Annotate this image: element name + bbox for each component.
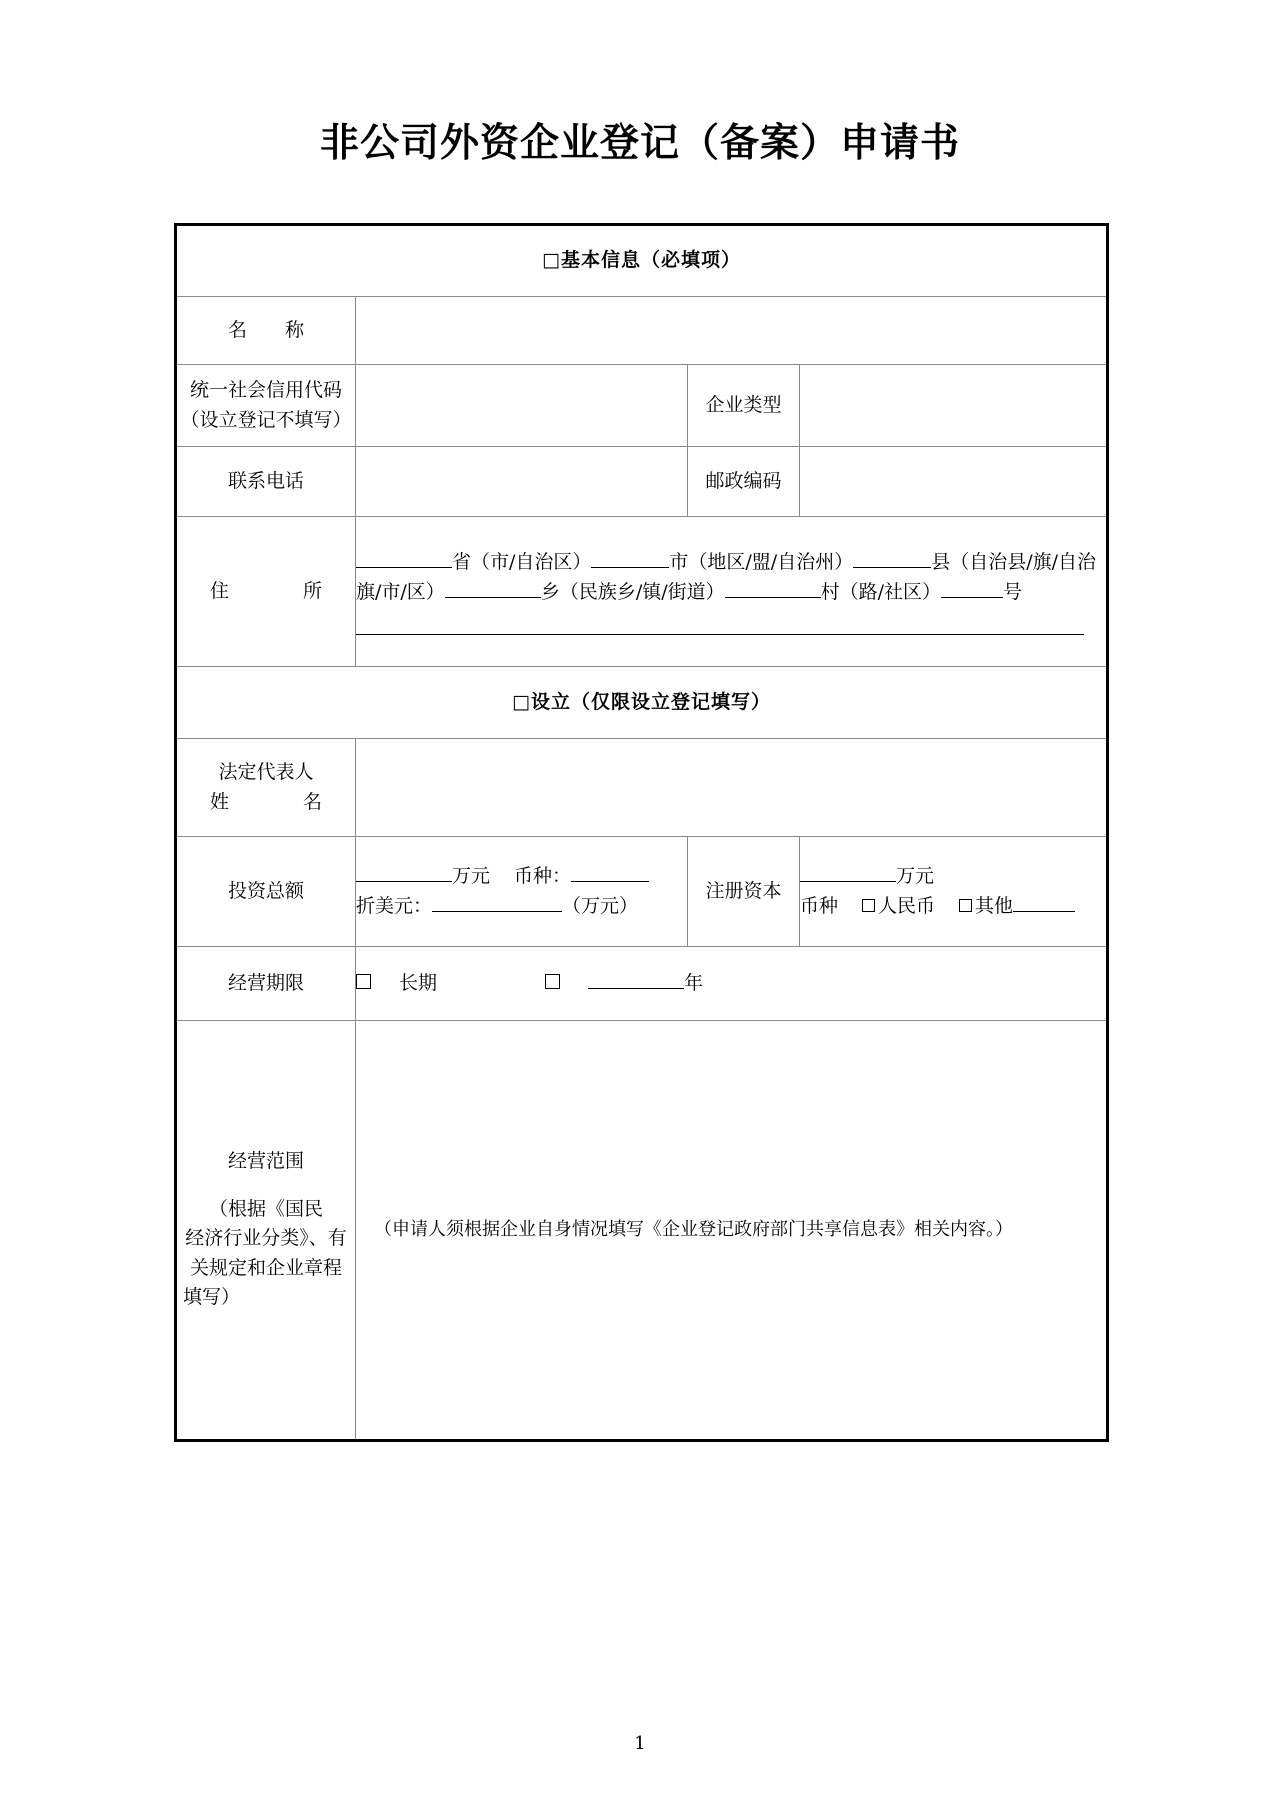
term-long-checkbox[interactable] [356, 974, 371, 989]
term-long-label: 长期 [399, 971, 438, 994]
page-title: 非公司外资企业登记（备案）申请书 [319, 121, 960, 166]
input-name[interactable] [356, 297, 1108, 365]
label-name: 名 称 [176, 297, 356, 365]
section-header-establish [176, 667, 1108, 739]
table-row-business-scope [176, 1021, 1108, 1441]
address-label-village: 村（路/社区） [820, 580, 942, 603]
label-postal-code: 邮政编码 [688, 447, 800, 517]
address-label-province: 省（市/自治区） [452, 551, 592, 574]
investment-usd-label: 折美元： [356, 894, 433, 917]
address-label-town: 乡（民族乡/镇/街道） [540, 580, 725, 603]
label-scope-line4: 关规定和企业章程 [189, 1256, 342, 1279]
label-enterprise-type: 企业类型 [688, 365, 800, 447]
term-option-long[interactable] [356, 969, 437, 998]
address-blank-province[interactable] [356, 567, 452, 568]
capital-option-other: 其他 [975, 894, 1014, 917]
capital-unit: 万元 [896, 865, 935, 888]
label-address [176, 517, 356, 667]
input-postal-code[interactable] [800, 447, 1108, 517]
label-credit-code-line2: （设立登记不填写） [180, 408, 352, 431]
input-enterprise-type[interactable] [800, 365, 1108, 447]
capital-other-blank[interactable] [1013, 911, 1075, 912]
input-total-investment[interactable] [356, 837, 688, 947]
table-row-legal-rep [176, 739, 1108, 837]
label-scope-line5: 填写） [183, 1286, 241, 1309]
input-contact-phone[interactable] [356, 447, 688, 517]
label-address-text: 住 所 [209, 579, 334, 602]
table-row-contact [176, 447, 1108, 517]
investment-usd-line [356, 892, 687, 921]
address-line-2 [356, 578, 1106, 607]
label-total-investment: 投资总额 [176, 837, 356, 947]
address-label-city: 市（地区/盟/自治州） [669, 551, 854, 574]
address-line-1 [356, 548, 1106, 577]
label-legal-rep [176, 739, 356, 837]
investment-usd-blank[interactable] [432, 911, 562, 912]
term-years-checkbox[interactable] [545, 974, 560, 989]
input-operating-term[interactable] [356, 947, 1108, 1021]
capital-option-rmb: 人民币 [878, 894, 936, 917]
table-row-credit-code [176, 365, 1108, 447]
address-blank-village[interactable] [725, 597, 821, 598]
capital-amount-line [800, 862, 1106, 891]
establish-header-label: 设立（仅限设立登记填写） [530, 690, 771, 713]
page-number: 1 [634, 1733, 646, 1754]
investment-amount-blank[interactable] [356, 881, 452, 882]
address-blank-city[interactable] [591, 567, 669, 568]
label-credit-code [176, 365, 356, 447]
label-credit-code-line1: 统一社会信用代码 [189, 379, 342, 402]
capital-currency-label: 币种 [800, 894, 839, 917]
address-blank-town[interactable] [445, 597, 541, 598]
label-legal-rep-line2: 姓 名 [209, 790, 334, 813]
business-scope-note: （申请人须根据企业自身情况填写《企业登记政府部门共享信息表》相关内容。） [374, 1218, 1013, 1240]
capital-rmb-checkbox[interactable] [862, 899, 875, 912]
address-blank-number[interactable] [941, 597, 1003, 598]
term-option-years[interactable] [545, 969, 703, 998]
address-label-county-cont: 旗/市/区） [356, 580, 445, 603]
capital-other-checkbox[interactable] [959, 899, 972, 912]
label-business-scope [176, 1021, 356, 1441]
address-label-county: 县（自治县/旗/自治 [931, 551, 1097, 574]
table-row-operating-term [176, 947, 1108, 1021]
label-legal-rep-line1: 法定代表人 [218, 761, 314, 784]
label-scope-line3: 经济行业分类》、有 [185, 1227, 347, 1250]
label-operating-term: 经营期限 [176, 947, 356, 1021]
investment-usd-unit: （万元） [562, 894, 639, 917]
term-years-blank[interactable] [588, 988, 684, 989]
investment-currency-blank[interactable] [571, 881, 649, 882]
basic-info-header-label: 基本信息（必填项） [560, 249, 741, 272]
input-registered-capital[interactable] [800, 837, 1108, 947]
table-row-name [176, 297, 1108, 365]
form-table-container [174, 223, 1106, 1442]
input-credit-code[interactable] [356, 365, 688, 447]
label-scope-line1: 经营范围 [227, 1150, 304, 1173]
establish-checkbox[interactable]: □ [512, 690, 531, 713]
basic-info-checkbox[interactable]: □ [542, 249, 561, 272]
investment-amount-line [356, 862, 687, 891]
address-blank-county[interactable] [853, 567, 931, 568]
term-years-label: 年 [684, 971, 704, 994]
registration-form-table [174, 223, 1109, 1442]
address-blank-extra-line[interactable] [356, 613, 1084, 635]
investment-unit: 万元 [452, 865, 491, 888]
address-label-number: 号 [1003, 580, 1023, 603]
section-header-basic-info [176, 225, 1108, 297]
table-row-address [176, 517, 1108, 667]
capital-amount-blank[interactable] [800, 881, 896, 882]
input-business-scope[interactable] [356, 1021, 1108, 1441]
label-scope-line2: （根据《国民 [208, 1197, 323, 1220]
label-contact-phone: 联系电话 [176, 447, 356, 517]
input-address[interactable] [356, 517, 1108, 667]
label-registered-capital: 注册资本 [688, 837, 800, 947]
input-legal-rep-name[interactable] [356, 739, 1108, 837]
capital-currency-line [800, 892, 1106, 921]
investment-currency-label: 币种： [514, 865, 572, 888]
table-row-investment [176, 837, 1108, 947]
